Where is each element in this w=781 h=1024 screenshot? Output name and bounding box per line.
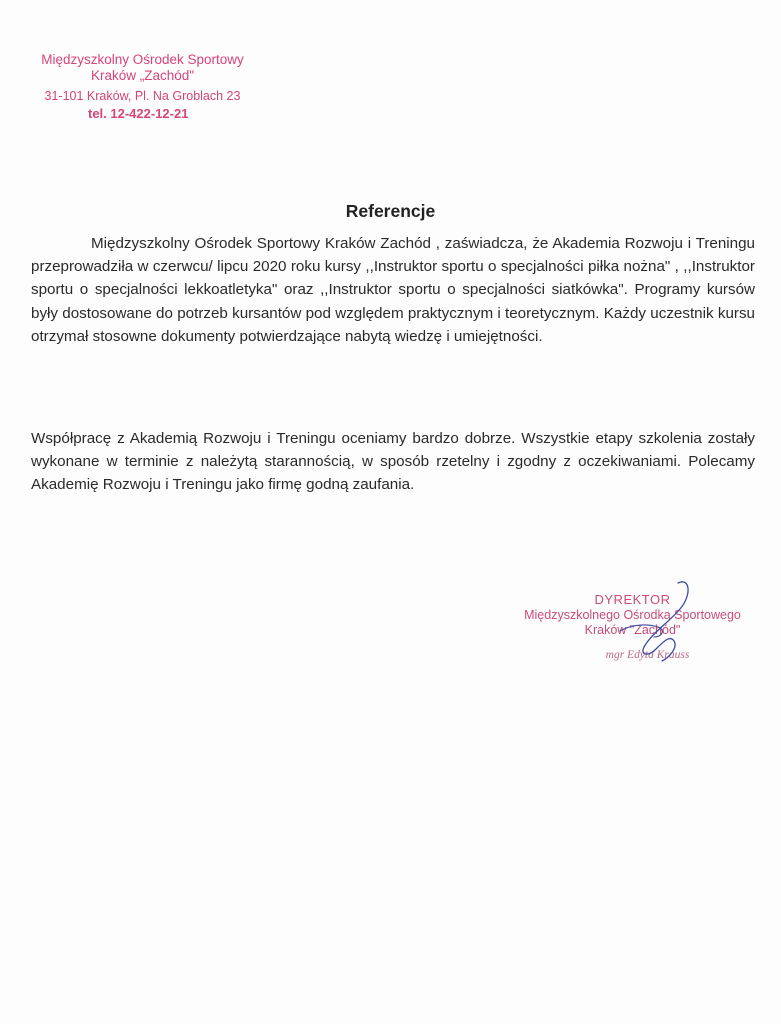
stamp-address: 31-101 Kraków, Pl. Na Groblach 23	[44, 89, 241, 103]
paragraph-1: Międzyszkolny Ośrodek Sportowy Kraków Zachód , zaświadcza, że Akademia Rozwoju i Treningu przeprowadziła w czerwcu/ lipcu 2020 roku kursy ,,Instruktor sportu o specjalności piłka nożna" , ,,Instruktor sportu o specjalności lekkoatletyka" oraz ,,Instruktor sportu o specjalności siatkówka". Programy kursów były dostosowane do potrzeb kursantów pod względem praktycznym i teoretycznym. Każdy uczestnik kursu otrzymał stosowne dokumenty potwierdzające nabytą wiedzę i umiejętności.	[31, 235, 755, 345]
paragraph-2: Współpracę z Akademią Rozwoju i Treningu oceniamy bardzo dobrze. Wszystkie etapy szkolenia zostały wykonane w terminie z należytą starannością, w sposób rzetelny i zgodny z oczekiwaniami. Polecamy Akademię Rozwoju i Treningu jako firmę godną zaufania.	[31, 430, 755, 494]
stamp-phone: tel. 12-422-12-21	[88, 106, 189, 121]
handwritten-signature	[600, 575, 710, 670]
signature-org-branch: Kraków "Zachód"	[584, 623, 681, 637]
stamp-org-branch: Kraków „Zachód"	[90, 68, 195, 83]
signature-name: mgr Edyta Krauss	[605, 649, 690, 661]
stamp-org-name: Międzyszkolny Ośrodek Sportowy	[41, 52, 244, 67]
organization-stamp	[30, 52, 255, 122]
document-title: Referencje	[345, 201, 436, 221]
signature-role: DYREKTOR	[594, 592, 671, 607]
signature-org: Międzyszkolnego Ośrodka Sportowego	[524, 608, 741, 622]
